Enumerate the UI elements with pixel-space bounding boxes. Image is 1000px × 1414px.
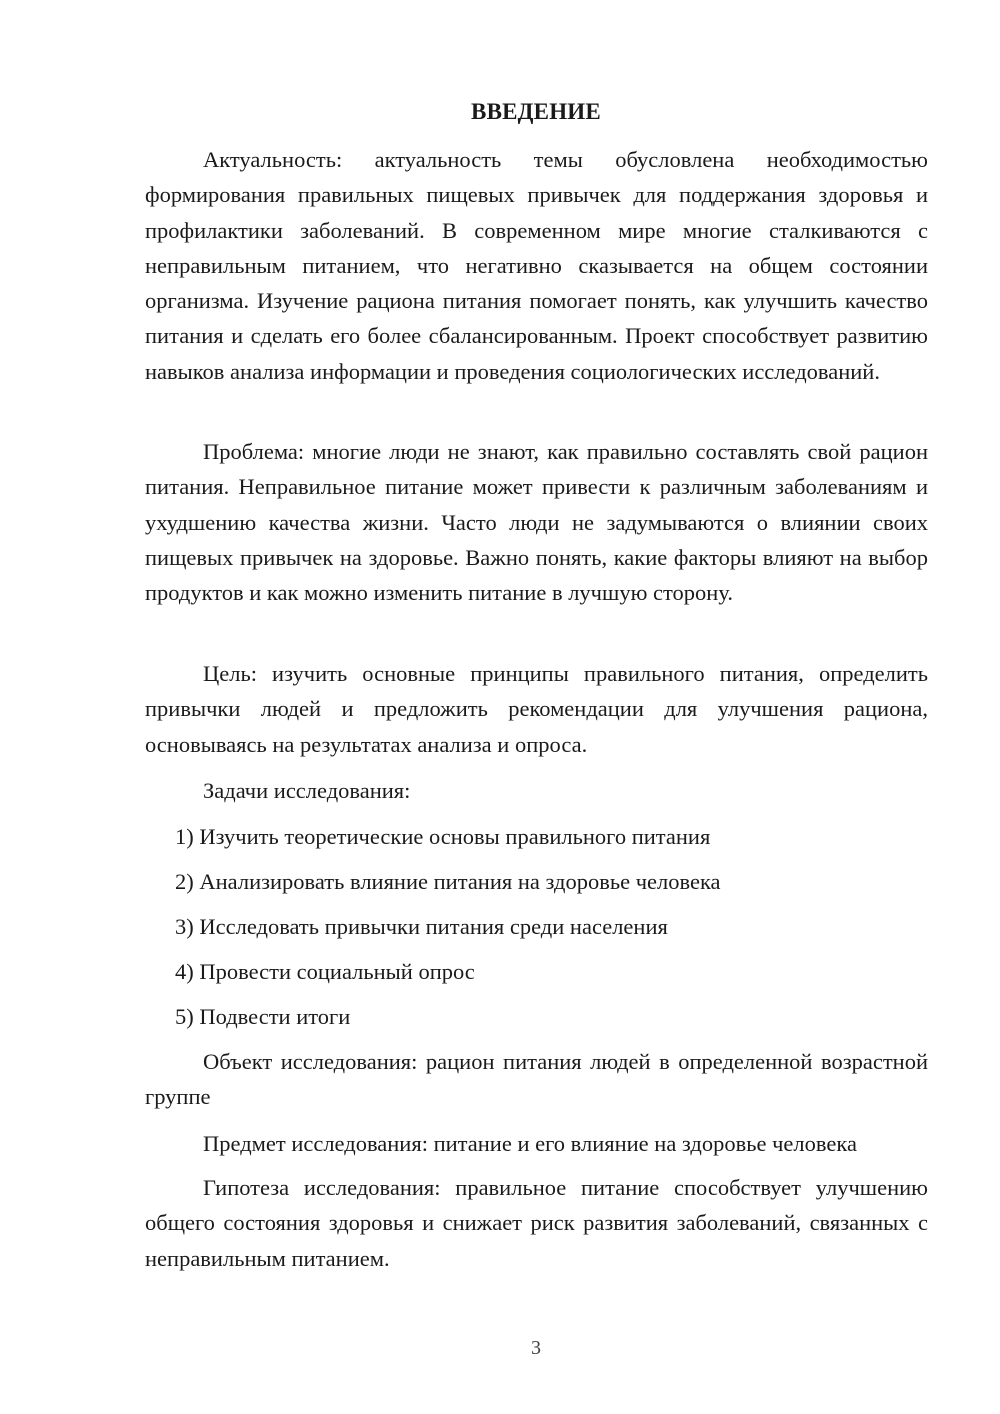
task-item-5: 5) Подвести итоги (175, 1004, 351, 1029)
task-item-2: 2) Анализировать влияние питания на здоровье человека (175, 869, 721, 894)
tasks-heading: Задачи исследования: (203, 778, 411, 803)
page-title: ВВЕДЕНИЕ (471, 99, 601, 124)
task-item-3: 3) Исследовать привычки питания среди населения (175, 914, 668, 939)
task-item-1: 1) Изучить теоретические основы правильного питания (175, 824, 711, 849)
subject-paragraph: Предмет исследования: питание и его влияние на здоровье человека (203, 1131, 857, 1156)
hypothesis-paragraph: Гипотеза исследования: правильное питание способствует улучшению общего состояния здоровья и снижает риск развития заболеваний, связанных с неправильным питанием. (145, 1175, 928, 1271)
relevance-paragraph: Актуальность: актуальность темы обусловлена необходимостью формирования правильных пищевых привычек для поддержания здоровья и профилактики заболеваний. В современном мире многие сталкиваются с неправильным питанием, что негативно сказывается на общем состоянии организма. Изучение рациона питания помогает понять, как улучшить качество питания и сделать его более сбалансированным. Проект способствует развитию навыков анализа информации и проведения социологических исследований. (145, 147, 928, 384)
problem-paragraph: Проблема: многие люди не знают, как правильно составлять свой рацион питания. Неправильное питание может привести к различным заболеваниям и ухудшению качества жизни. Часто люди не задумываются о влиянии своих пищевых привычек на здоровье. Важно понять, какие факторы влияют на выбор продуктов и как можно изменить питание в лучшую сторону. (145, 439, 928, 606)
task-item-4: 4) Провести социальный опрос (175, 959, 475, 984)
page-number: 3 (531, 1337, 541, 1359)
object-paragraph: Объект исследования: рацион питания людей в определенной возрастной группе (145, 1049, 928, 1110)
goal-paragraph: Цель: изучить основные принципы правильного питания, определить привычки людей и предложить рекомендации для улучшения рациона, основываясь на результатах анализа и опроса. (145, 661, 928, 757)
